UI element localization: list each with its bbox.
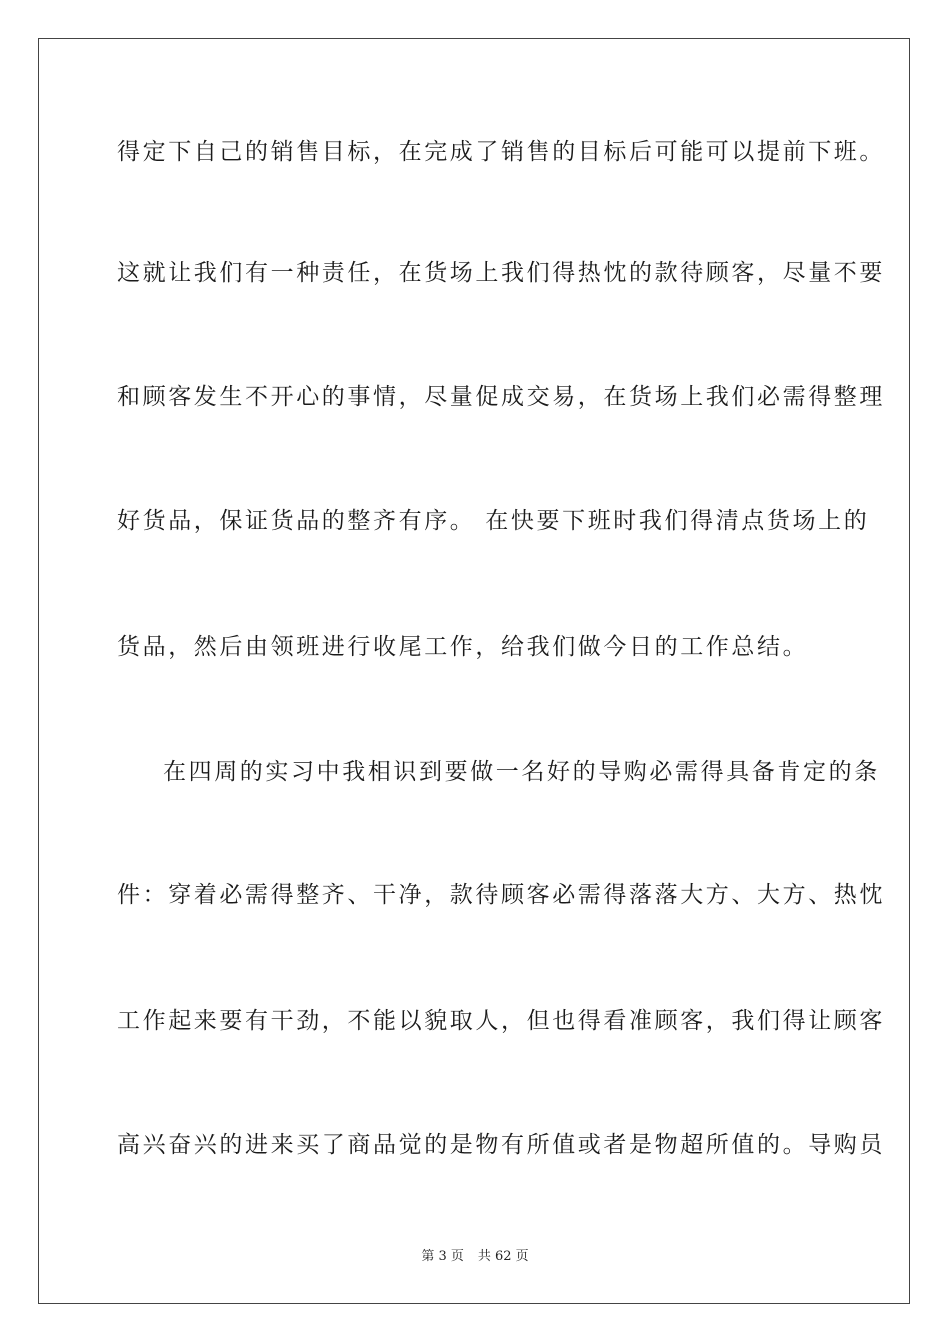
text-line: 得定下自己的销售目标，在完成了销售的目标后可能可以提前下班。 [117, 139, 885, 165]
page-number: 第 3 页 [421, 1249, 464, 1264]
text-line: 货品，然后由领班进行收尾工作，给我们做今日的工作总结。 [117, 634, 809, 660]
text-line: 这就让我们有一种责任，在货场上我们得热忱的款待顾客，尽量不要 [117, 260, 885, 286]
text-line: 件：穿着必需得整齐、干净，款待顾客必需得落落大方、大方、热忱 [117, 882, 885, 908]
paragraph-first-line: 在四周的实习中我相识到要做一名好的导购必需得具备肯定的条 [163, 759, 880, 785]
text-line: 工作起来要有干劲，不能以貌取人，但也得看准顾客，我们得让顾客 [117, 1008, 885, 1034]
page-footer [0, 1248, 950, 1266]
text-line: 高兴奋兴的进来买了商品觉的是物有所值或者是物超所值的。导购员 [117, 1132, 885, 1158]
page-border [38, 38, 910, 1304]
text-line: 好货品，保证货品的整齐有序。 在快要下班时我们得清点货场上的 [117, 508, 870, 534]
page-total: 共 62 页 [477, 1249, 529, 1264]
text-line: 和顾客发生不开心的事情，尽量促成交易，在货场上我们必需得整理 [117, 384, 885, 410]
